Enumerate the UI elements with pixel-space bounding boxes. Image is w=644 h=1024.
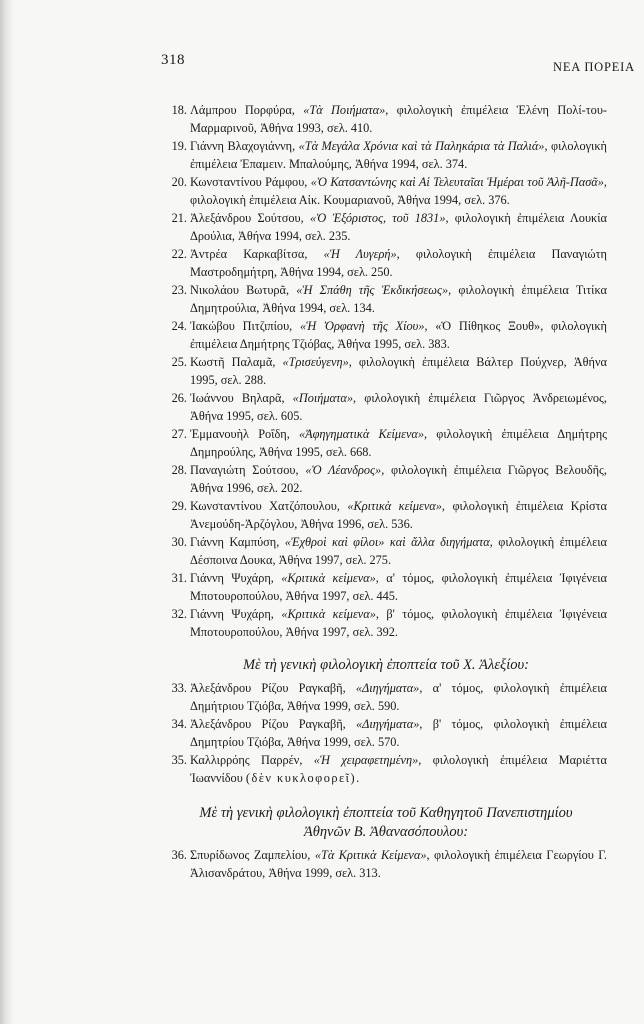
entry-text <box>190 281 607 317</box>
bibliography-entry <box>165 389 607 425</box>
entry-number: 27. <box>171 427 187 441</box>
entry-details: , φιλολογικὴ ἐπιμέλεια Λουκία Δρούλια, Ἀθήνα 1994, σελ. 235. <box>190 211 607 243</box>
entry-title: «Ἐχθροὶ καὶ φίλοι» καὶ ἄλλα διηγήματα <box>284 535 490 549</box>
entry-author: Ἀλεξάνδρου Σούτσου, <box>190 211 310 225</box>
entry-author: Νικολάου Βωτυρᾶ, <box>190 283 297 297</box>
entry-number: 30. <box>171 535 187 549</box>
entry-details: , β' τόμος, φιλολογικὴ ἐπιμέλεια Δημητρίου Τζιόβα, Ἀθήνα 1999, σελ. 570. <box>190 717 608 749</box>
entry-author: Γιάννη Καμπύση, <box>190 535 285 549</box>
bibliography-list <box>165 101 607 882</box>
entry-title: «Τὰ Μεγάλα Χρόνια καὶ τὰ Παληκάρια τὰ Παλιά» <box>298 139 545 153</box>
section-heading-line-2: Ἀθηνῶν Β. Ἀθανασόπουλου: <box>303 824 469 840</box>
bibliography-entry <box>165 317 607 353</box>
entry-text <box>190 846 607 882</box>
bibliography-entry <box>165 497 607 533</box>
section-heading-athanasopoulos <box>165 804 607 842</box>
running-head: ΝΕΑ ΠΟΡΕΙΑ <box>553 60 635 74</box>
page-binding-edge <box>0 0 14 1024</box>
bibliography-entry <box>165 846 607 882</box>
entry-author: Λάμπρου Πορφύρα, <box>190 103 304 117</box>
entry-details: , φιλολογικὴ ἐπιμέλεια Μαριέττα Ἰωαννίδου <box>190 753 607 785</box>
entry-number: 18. <box>171 103 187 117</box>
entry-author: Ἰακώβου Πιτζιπίου, <box>190 319 300 333</box>
entry-author: Σπυρίδωνος Ζαμπελίου, <box>190 848 315 862</box>
entry-author: Γιάννη Ψυχάρη, <box>190 607 282 621</box>
entry-author: Ἀλεξάνδρου Ρίζου Ραγκαβῆ, <box>190 681 356 695</box>
entry-details: , φιλολογικὴ ἐπιμέλεια Γιῶργος Βελουδῆς, Ἀθήνα 1996, σελ. 202. <box>190 463 607 495</box>
entry-details: , φιλολογικὴ ἐπιμέλεια Βάλτερ Πούχνερ, Ἀθήνα 1995, σελ. 288. <box>190 355 607 387</box>
bibliography-entry <box>165 209 607 245</box>
entry-text <box>190 209 607 245</box>
entry-text <box>190 533 607 569</box>
entries-group-a <box>165 101 607 641</box>
entry-text <box>190 497 607 533</box>
entry-details: , φιλολογικὴ ἐπιμέλεια Κρίστα Ἀνεμούδη-Ἀρζόγλου, Ἀθήνα 1996, σελ. 536. <box>190 499 607 531</box>
bibliography-entry <box>165 425 607 461</box>
entry-title: «Ἡ Σπάθη τῆς Ἐκδικήσεως» <box>296 283 449 297</box>
entry-number: 28. <box>171 463 187 477</box>
bibliography-entry <box>165 281 607 317</box>
entry-title: «Τρισεύγενη» <box>282 355 349 369</box>
entry-text <box>190 389 607 425</box>
entry-number: 23. <box>171 283 187 297</box>
entry-number: 21. <box>171 211 187 225</box>
entry-details: , β' τόμος, φιλολογικὴ ἐπιμέλεια Ἰφιγένεια Μποτουροπούλου, Ἀθήνα 1997, σελ. 392. <box>190 607 607 639</box>
bibliography-entry <box>165 137 607 173</box>
entry-title: «Κριτικὰ κείμενα» <box>281 571 376 585</box>
entry-details: , α' τόμος, φιλολογικὴ ἐπιμέλεια Ἰφιγένεια Μποτουροπούλου, Ἀθήνα 1997, σελ. 445. <box>190 571 607 603</box>
entries-group-c <box>165 846 607 882</box>
section-heading-alexiou: Μὲ τὴ γενικὴ φιλολογικὴ ἐποπτεία τοῦ Χ. Ἀλεξίου: <box>242 657 530 673</box>
entry-details: , φιλολογικὴ ἐπιμέλεια Ἐπαμειν. Μπαλούμης, Ἀθήνα 1994, σελ. 374. <box>190 139 607 171</box>
bibliography-entry <box>165 173 607 209</box>
bibliography-entry <box>165 245 607 281</box>
bibliography-entry <box>165 533 607 569</box>
bibliography-entry <box>165 353 607 389</box>
entry-text <box>190 751 607 787</box>
entry-author: Ἀντρέα Καρκαβίτσα, <box>190 247 324 261</box>
entry-title: «Ὁ Ἐξόριστος, τοῦ 1831» <box>309 211 446 225</box>
entry-number: 36. <box>171 848 187 862</box>
entry-details: , φιλολογικὴ ἐπιμέλεια Δημήτρης Δημηρούλης, Ἀθήνα 1995, σελ. 668. <box>190 427 607 459</box>
entry-text <box>190 605 607 641</box>
entry-text <box>190 679 607 715</box>
bibliography-entry <box>165 101 607 137</box>
entry-number: 22. <box>171 247 187 261</box>
entry-number: 35. <box>171 753 187 767</box>
entry-author: Κωστῆ Παλαμᾶ, <box>190 355 283 369</box>
entry-title: «Ὁ Λέανδρος» <box>305 463 382 477</box>
entry-details: , «Ὁ Πίθηκος Ξουθ», φιλολογικὴ ἐπιμέλεια Δημήτρης Τζιόβας, Ἀθήνα 1995, σελ. 383. <box>190 319 607 351</box>
entry-title: «Ἡ Λυγερή» <box>323 247 397 261</box>
entry-number: 26. <box>171 391 187 405</box>
bibliography-entry <box>165 605 607 641</box>
entry-note: (δὲν κυκλοφορεῖ). <box>245 771 361 785</box>
bibliography-entry <box>165 569 607 605</box>
entry-number: 33. <box>171 681 187 695</box>
entry-title: «Ἀφηγηματικὰ Κείμενα» <box>298 427 425 441</box>
entry-details: , α' τόμος, φιλολογικὴ ἐπιμέλεια Δημήτριου Τζιόβα, Ἀθήνα 1999, σελ. 590. <box>190 681 608 713</box>
page-number: 318 <box>161 52 185 68</box>
entry-text <box>190 245 607 281</box>
entry-details: , φιλολογικὴ ἐπιμέλεια Γιῶργος Ἀνδρειωμένος, Ἀθήνα 1995, σελ. 605. <box>190 391 607 423</box>
entry-author: Ἐμμανουὴλ Ροΐδη, <box>190 427 299 441</box>
entry-title: «Τὰ Κριτικὰ Κείμενα» <box>314 848 427 862</box>
entry-author: Ἰωάννου Βηλαρᾶ, <box>190 391 293 405</box>
entry-number: 32. <box>171 607 187 621</box>
entries-group-b <box>165 679 607 787</box>
entry-number: 31. <box>171 571 187 585</box>
entry-text <box>190 317 607 353</box>
entry-author: Παναγιώτη Σούτσου, <box>190 463 306 477</box>
entry-author: Ἀλεξάνδρου Ρίζου Ραγκαβῆ, <box>190 717 356 731</box>
entry-title: «Κριτικὰ κείμενα» <box>281 607 376 621</box>
entry-author: Κωνσταντίνου Ράμφου, <box>190 175 311 189</box>
section-heading-line-1: Μὲ τὴ γενικὴ φιλολογικὴ ἐποπτεία τοῦ Καθηγητοῦ Πανεπιστημίου <box>199 805 573 821</box>
bibliography-entry <box>165 715 607 751</box>
entry-details: , φιλολογικὴ ἐπιμέλεια Παναγιώτη Μαστροδημήτρη, Ἀθήνα 1994, σελ. 250. <box>190 247 607 279</box>
entry-title: «Ἡ Ὀρφανὴ τῆς Χίου» <box>299 319 425 333</box>
entry-text <box>190 137 607 173</box>
entry-author: Καλλιρρόης Παρρέν, <box>190 753 314 767</box>
entry-text <box>190 353 607 389</box>
bibliography-entry <box>165 679 607 715</box>
entry-number: 25. <box>171 355 187 369</box>
bibliography-entry <box>165 461 607 497</box>
entry-author: Κωνσταντίνου Χατζόπουλου, <box>190 499 348 513</box>
entry-title: «Διηγήματα» <box>355 717 420 731</box>
entry-text <box>190 715 607 751</box>
entry-number: 34. <box>171 717 187 731</box>
entry-title: «Τὰ Ποιήματα» <box>303 103 386 117</box>
entry-text <box>190 569 607 605</box>
entry-number: 19. <box>171 139 187 153</box>
entry-details: , φιλολογικὴ ἐπιμέλεια Γεωργίου Γ. Ἀλισανδράτου, Ἀθήνα 1999, σελ. 313. <box>190 848 608 880</box>
entry-number: 24. <box>171 319 187 333</box>
entry-text <box>190 173 607 209</box>
entry-title: «Ποιήματα» <box>292 391 353 405</box>
entry-details: , φιλολογικὴ ἐπιμέλεια Ἑλένη Πολί-του-Μαρμαρινοῦ, Ἀθήνα 1993, σελ. 410. <box>190 103 608 135</box>
entry-text <box>190 425 607 461</box>
entry-number: 20. <box>171 175 187 189</box>
bibliography-entry <box>165 751 607 787</box>
entry-title: «Διηγήματα» <box>355 681 420 695</box>
entry-title: «Ἡ χειραφετημένη» <box>313 753 419 767</box>
entry-number: 29. <box>171 499 187 513</box>
entry-author: Γιάννη Βλαχογιάννη, <box>190 139 299 153</box>
entry-text <box>190 461 607 497</box>
entry-title: «Κριτικὰ κείμενα» <box>347 499 442 513</box>
entry-details: , φιλολογικὴ ἐπιμέλεια Τιτίκα Δημητρούλια, Ἀθήνα 1994, σελ. 134. <box>190 283 607 315</box>
entry-author: Γιάννη Ψυχάρη, <box>190 571 282 585</box>
entry-title: «Ὁ Κατσαντώνης καὶ Αἱ Τελευταῖαι Ἡμέραι τοῦ Ἀλῆ-Πασᾶ» <box>310 175 604 189</box>
entry-text <box>190 101 607 137</box>
entry-details: , φιλολογικὴ ἐπιμέλεια Αἰκ. Κουμαριανοῦ, Ἀθήνα 1994, σελ. 376. <box>190 175 607 207</box>
entry-details: , φιλολογικὴ ἐπιμέλεια Δέσποινα Δουκα, Ἀθήνα 1997, σελ. 275. <box>190 535 607 567</box>
